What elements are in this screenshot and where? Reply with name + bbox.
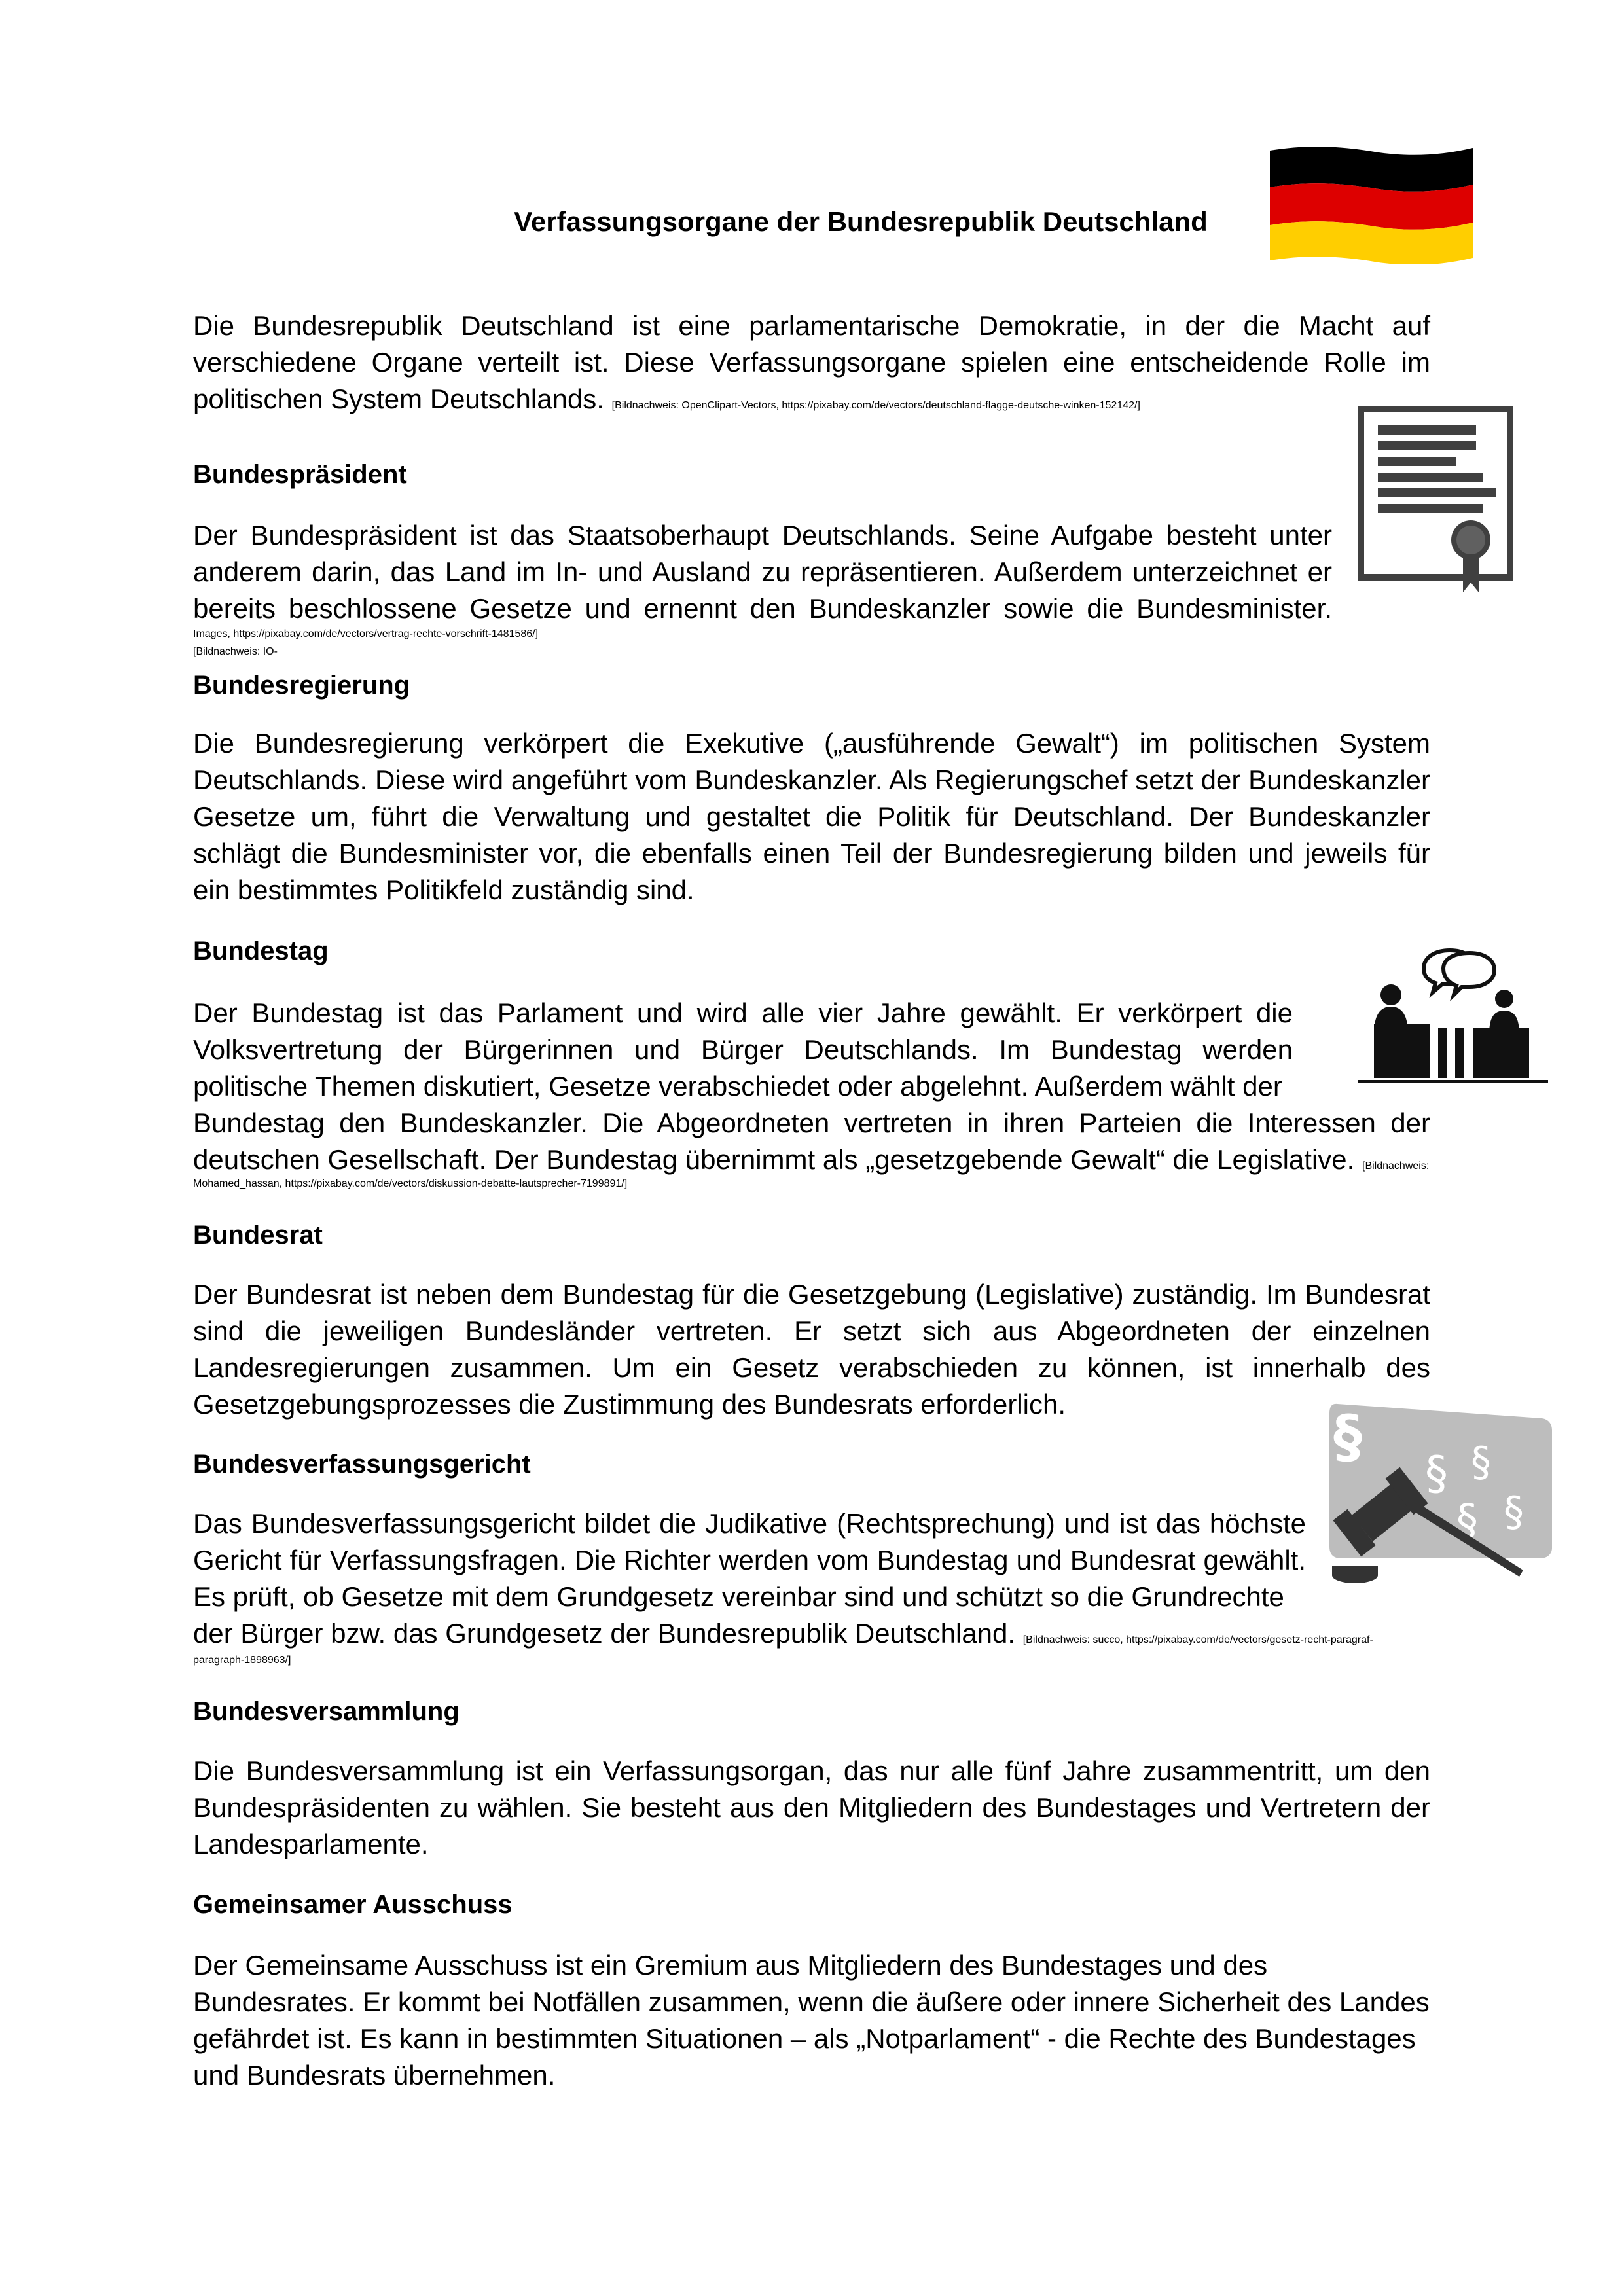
svg-text:§: § [1333, 1403, 1362, 1470]
svg-text:§: § [1425, 1446, 1448, 1500]
gavel-paragraph-icon [1326, 1397, 1555, 1587]
image-credit: [Bildnachweis: IO- [193, 646, 278, 657]
section-text: Die Bundesregierung verkörpert die Exekutive („ausführende Gewalt“) im politischen System Deutschlands. Diese wird angeführt vom Bundeskanzler. Als Regierungschef setzt der Bundeskanzler Gesetze um, führt die Verwaltung und gestaltet die Politik für Deutschland. Der Bundeskanzler schlägt die Bundesminister vor, die ebenfalls einen Teil der Bundesregierung bilden und jeweils für ein bestimmtes Politikfeld zuständig sind. [193, 728, 1430, 905]
image-credit: [Bildnachweis: [1362, 1160, 1430, 1172]
intro-text: Die Bundesrepublik Deutschland ist eine parlamentarische Demokratie, in der die Macht auf verschiedene Organe verteilt ist. Diese Verfassungsorgane spielen eine entscheidende Rolle im politischen System Deutschlands. [193, 310, 1430, 414]
section-heading: Bundestag [193, 937, 329, 965]
image-credit: [Bildnachweis: succo, https://pixabay.com/de/vectors/gesetz-recht-paragraf- [1022, 1634, 1373, 1645]
germany-flag-icon [1270, 143, 1473, 264]
section-bvg-text-a [193, 1505, 1306, 1615]
section-bundesrat-text [193, 1276, 1430, 1423]
svg-text:§: § [1456, 1495, 1478, 1545]
svg-text:§: § [1471, 1438, 1491, 1486]
svg-text:§: § [1504, 1488, 1524, 1535]
section-text: Bundestag den Bundeskanzler. Die Abgeordneten vertreten in ihren Parteien die Interessen der deutschen Gesellschaft. Der Bundestag übernimmt als „gesetzgebende Gewalt“ die Legislative. [193, 1107, 1430, 1175]
section-heading: Bundesregierung [193, 671, 410, 700]
section-heading: Gemeinsamer Ausschuss [193, 1890, 513, 1919]
certificate-icon [1358, 406, 1515, 596]
section-text: Der Bundestag ist das Parlament und wird alle vier Jahre gewählt. Er verkörpert die Volksvertretung der Bürgerinnen und Bürger Deutschlands. Im Bundestag werden politische Themen diskutiert, Gesetze verabschiedet oder abgelehnt. Außerdem wählt der [193, 997, 1293, 1102]
section-bvg-text-b [193, 1615, 1430, 1652]
image-credit: [Bildnachweis: OpenClipart-Vectors, https://pixabay.com/de/vectors/deutschland-flagge-deutsche-winken-152142/] [611, 400, 1140, 411]
section-text: Das Bundesverfassungsgericht bildet die Judikative (Rechtsprechung) und ist das höchste Gericht für Verfassungsfragen. Die Richter werden vom Bundestag und Bundesrat gewählt. Es prüft, ob Gesetze mit dem Grundgesetz vereinbar sind und schützt so die Grundrechte [193, 1508, 1306, 1612]
section-bundestag-text-b [193, 1105, 1430, 1178]
section-heading: Bundesrat [193, 1221, 323, 1249]
section-heading: Bundesverfassungsgericht [193, 1450, 531, 1479]
page-title: Verfassungsorgane der Bundesrepublik Deutschland [514, 206, 1208, 237]
section-text: der Bürger bzw. das Grundgesetz der Bundesrepublik Deutschland. [193, 1618, 1016, 1649]
section-bundesregierung-text [193, 725, 1430, 908]
section-heading: Bundespräsident [193, 460, 407, 489]
image-credit: Mohamed_hassan, https://pixabay.com/de/vectors/diskussion-debatte-lautsprecher-7199891/] [193, 1178, 628, 1189]
section-text: Der Bundesrat ist neben dem Bundestag für die Gesetzgebung (Legislative) zuständig. Im Bundesrat sind die jeweiligen Bundesländer vertreten. Er setzt sich aus Abgeordneten der einzelnen Landesregierungen zusammen. Um ein Gesetz verabschieden zu können, ist innerhalb des Gesetzgebungsprozesses die Zustimmung des Bundesrats erforderlich. [193, 1279, 1430, 1420]
image-credit: Images, https://pixabay.com/de/vectors/vertrag-rechte-vorschrift-1481586/] [193, 628, 539, 639]
section-ausschuss-text [193, 1947, 1430, 2094]
image-credit: paragraph-1898963/] [193, 1655, 291, 1666]
intro-block [193, 308, 1430, 418]
section-bundesversammlung-text [193, 1753, 1430, 1863]
section-text: Der Bundespräsident ist das Staatsoberhaupt Deutschlands. Seine Aufgabe besteht unter anderem darin, das Land im In- und Ausland zu repräsentieren. Außerdem unterzeichnet er bereits beschlossene Gesetze und ernennt den Bundeskanzler sowie die Bundesminister. [193, 520, 1332, 624]
section-heading: Bundesversammlung [193, 1697, 460, 1726]
section-bundestag-text-a [193, 995, 1293, 1105]
section-text: Der Gemeinsame Ausschuss ist ein Gremium aus Mitgliedern des Bundestages und des Bundesrates. Er kommt bei Notfällen zusammen, wenn die äußere oder innere Sicherheit des Landes gefährdet ist. Es kann in bestimmten Situationen – als „Notparlament“ - die Rechte des Bundestages und Bundesrats übernehmen. [193, 1950, 1430, 2090]
debate-icon [1352, 942, 1551, 1086]
section-text: Die Bundesversammlung ist ein Verfassungsorgan, das nur alle fünf Jahre zusammentritt, um den Bundespräsidenten zu wählen. Sie besteht aus den Mitgliedern des Bundestages und Vertretern der Landesparlamente. [193, 1755, 1430, 1859]
section-bundespraesident-text [193, 517, 1332, 664]
